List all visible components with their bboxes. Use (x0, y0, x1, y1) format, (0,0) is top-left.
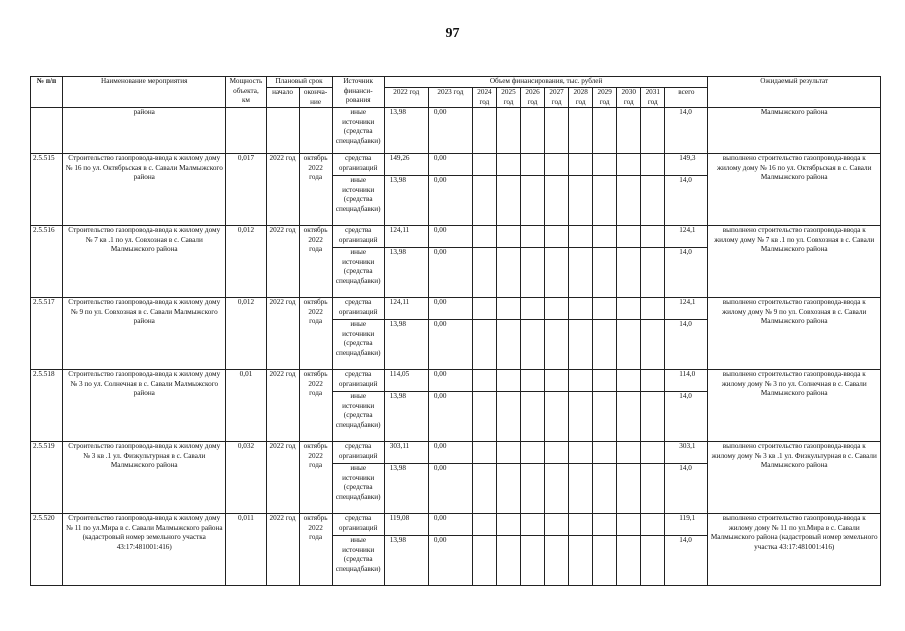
row-other-2022: 13,98 (384, 536, 428, 586)
row-number: 2.5.517 (31, 298, 63, 370)
row-orgs-2022: 119,08 (384, 514, 428, 536)
header-year-2029: 2029 год (593, 88, 617, 108)
row-source-orgs: средства организаций (332, 154, 384, 176)
row-name: Строительство газопровода-ввода к жилому дому № 7 кв .1 по ул. Совхозная в с. Савали Малмыжского района (63, 226, 226, 298)
row-end: октябрь 2022 года (299, 442, 332, 514)
row-result: выполнено строительство газопровода-ввода к жилому дому № 3 по ул. Солнечная в с. Савали Малмыжского района (708, 370, 881, 442)
row-start: 2022 год (266, 298, 299, 370)
header-start: начало (266, 88, 299, 108)
row-other-2023: 0,00 (428, 536, 472, 586)
row-orgs-2023: 0,00 (428, 442, 472, 464)
row-number: 2.5.515 (31, 154, 63, 226)
row-other-2023: 0,00 (428, 320, 472, 370)
row-orgs-2022: 124,11 (384, 298, 428, 320)
table-row (31, 370, 881, 392)
row-orgs-total: 119,1 (665, 514, 708, 536)
cont-source: иные источники (средства спецнадбавки) (332, 108, 384, 154)
row-source-other: иные источники (средства спецнадбавки) (332, 464, 384, 514)
row-other-2023: 0,00 (428, 392, 472, 442)
row-number: 2.5.516 (31, 226, 63, 298)
row-other-total: 14,0 (665, 536, 708, 586)
table-row (31, 514, 881, 536)
row-other-2022: 13,98 (384, 392, 428, 442)
row-other-total: 14,0 (665, 392, 708, 442)
row-orgs-total: 124,1 (665, 298, 708, 320)
cont-result: Малмыжского района (708, 108, 881, 154)
header-no: № п/п (31, 77, 63, 108)
row-source-orgs: средства организаций (332, 298, 384, 320)
header-year-2031: 2031 год (641, 88, 665, 108)
row-orgs-total: 114,0 (665, 370, 708, 392)
row-orgs-2023: 0,00 (428, 154, 472, 176)
row-other-2022: 13,98 (384, 320, 428, 370)
table-row (31, 226, 881, 248)
row-result: выполнено строительство газопровода-ввода к жилому дому № 11 по ул.Мира в с. Савали Малмыжского района (кадастровый номер земельного участка 43:17:481001:416) (708, 514, 881, 586)
row-source-orgs: средства организаций (332, 442, 384, 464)
row-orgs-2022: 114,05 (384, 370, 428, 392)
row-end: октябрь 2022 года (299, 514, 332, 586)
row-other-total: 14,0 (665, 248, 708, 298)
row-other-2022: 13,98 (384, 248, 428, 298)
row-result: выполнено строительство газопровода-ввода к жилому дому № 3 кв .1 ул. Физкультурная в с. Савали Малмыжского района (708, 442, 881, 514)
header-year-2026: 2026 год (521, 88, 545, 108)
row-other-2023: 0,00 (428, 248, 472, 298)
row-orgs-2022: 124,11 (384, 226, 428, 248)
row-start: 2022 год (266, 370, 299, 442)
row-end: октябрь 2022 года (299, 226, 332, 298)
row-name: Строительство газопровода-ввода к жилому дому № 16 по ул. Октябрьская в с. Савали Малмыжского района (63, 154, 226, 226)
header-source: Источник финанси- рования (332, 77, 384, 108)
row-start: 2022 год (266, 514, 299, 586)
row-orgs-2023: 0,00 (428, 298, 472, 320)
cont-name: района (63, 108, 226, 154)
financing-table (30, 76, 881, 586)
row-source-orgs: средства организаций (332, 370, 384, 392)
header-capacity: Мощность объекта, км (226, 77, 266, 108)
header-volume: Объем финансирования, тыс. рублей (384, 77, 708, 88)
header-result: Ожидаемый результат (708, 77, 881, 108)
row-source-other: иные источники (средства спецнадбавки) (332, 536, 384, 586)
row-number: 2.5.518 (31, 370, 63, 442)
row-name: Строительство газопровода-ввода к жилому дому № 11 по ул.Мира в с. Савали Малмыжского района (кадастровый номер земельного участка 43:17:481001:416) (63, 514, 226, 586)
row-orgs-2022: 303,11 (384, 442, 428, 464)
row-other-2022: 13,98 (384, 176, 428, 226)
row-capacity: 0,012 (226, 298, 266, 370)
row-other-total: 14,0 (665, 464, 708, 514)
row-source-orgs: средства организаций (332, 514, 384, 536)
row-name: Строительство газопровода-ввода к жилому дому № 3 кв .1 ул. Физкультурная в с. Савали Малмыжского района (63, 442, 226, 514)
table-row (31, 298, 881, 320)
row-orgs-2023: 0,00 (428, 226, 472, 248)
row-source-orgs: средства организаций (332, 226, 384, 248)
header-total: всего (665, 88, 708, 108)
header-year-2022: 2022 год (384, 88, 428, 108)
row-orgs-2022: 149,26 (384, 154, 428, 176)
continuation-row (31, 108, 881, 154)
table-row (31, 442, 881, 464)
row-orgs-total: 149,3 (665, 154, 708, 176)
header-year-2024: 2024 год (472, 88, 496, 108)
row-end: октябрь 2022 года (299, 154, 332, 226)
row-source-other: иные источники (средства спецнадбавки) (332, 392, 384, 442)
header-end: оконча- ние (299, 88, 332, 108)
header-name: Наименование мероприятия (63, 77, 226, 108)
row-start: 2022 год (266, 154, 299, 226)
row-other-total: 14,0 (665, 320, 708, 370)
row-start: 2022 год (266, 442, 299, 514)
row-capacity: 0,01 (226, 370, 266, 442)
cont-2022: 13,98 (384, 108, 428, 154)
row-number: 2.5.520 (31, 514, 63, 586)
row-name: Строительство газопровода-ввода к жилому дому № 3 по ул. Солнечная в с. Савали Малмыжского района (63, 370, 226, 442)
row-other-2023: 0,00 (428, 176, 472, 226)
header-year-2023: 2023 год (428, 88, 472, 108)
row-name: Строительство газопровода-ввода к жилому дому № 9 по ул. Совхозная в с. Савали Малмыжского района (63, 298, 226, 370)
row-source-other: иные источники (средства спецнадбавки) (332, 248, 384, 298)
row-source-other: иные источники (средства спецнадбавки) (332, 320, 384, 370)
row-orgs-total: 303,1 (665, 442, 708, 464)
row-orgs-total: 124,1 (665, 226, 708, 248)
row-other-2023: 0,00 (428, 464, 472, 514)
header-plan: Плановый срок (266, 77, 332, 88)
row-capacity: 0,012 (226, 226, 266, 298)
row-capacity: 0,011 (226, 514, 266, 586)
row-end: октябрь 2022 года (299, 298, 332, 370)
cont-2023: 0,00 (428, 108, 472, 154)
row-end: октябрь 2022 года (299, 370, 332, 442)
row-capacity: 0,032 (226, 442, 266, 514)
header-year-2028: 2028 год (569, 88, 593, 108)
row-capacity: 0,017 (226, 154, 266, 226)
cont-total: 14,0 (665, 108, 708, 154)
row-source-other: иные источники (средства спецнадбавки) (332, 176, 384, 226)
row-result: выполнено строительство газопровода-ввода к жилому дому № 9 по ул. Совхозная в с. Савали Малмыжского района (708, 298, 881, 370)
header-year-2025: 2025 год (496, 88, 520, 108)
page-number: 97 (445, 26, 460, 41)
header-year-2030: 2030 год (617, 88, 641, 108)
table-row (31, 154, 881, 176)
row-result: выполнено строительство газопровода-ввода к жилому дому № 7 кв .1 по ул. Совхозная в с. Савали Малмыжского района (708, 226, 881, 298)
row-orgs-2023: 0,00 (428, 514, 472, 536)
row-other-total: 14,0 (665, 176, 708, 226)
row-other-2022: 13,98 (384, 464, 428, 514)
row-orgs-2023: 0,00 (428, 370, 472, 392)
header-year-2027: 2027 год (545, 88, 569, 108)
row-number: 2.5.519 (31, 442, 63, 514)
row-result: выполнено строительство газопровода-ввода к жилому дому № 16 по ул. Октябрьская в с. Савали Малмыжского района (708, 154, 881, 226)
row-start: 2022 год (266, 226, 299, 298)
